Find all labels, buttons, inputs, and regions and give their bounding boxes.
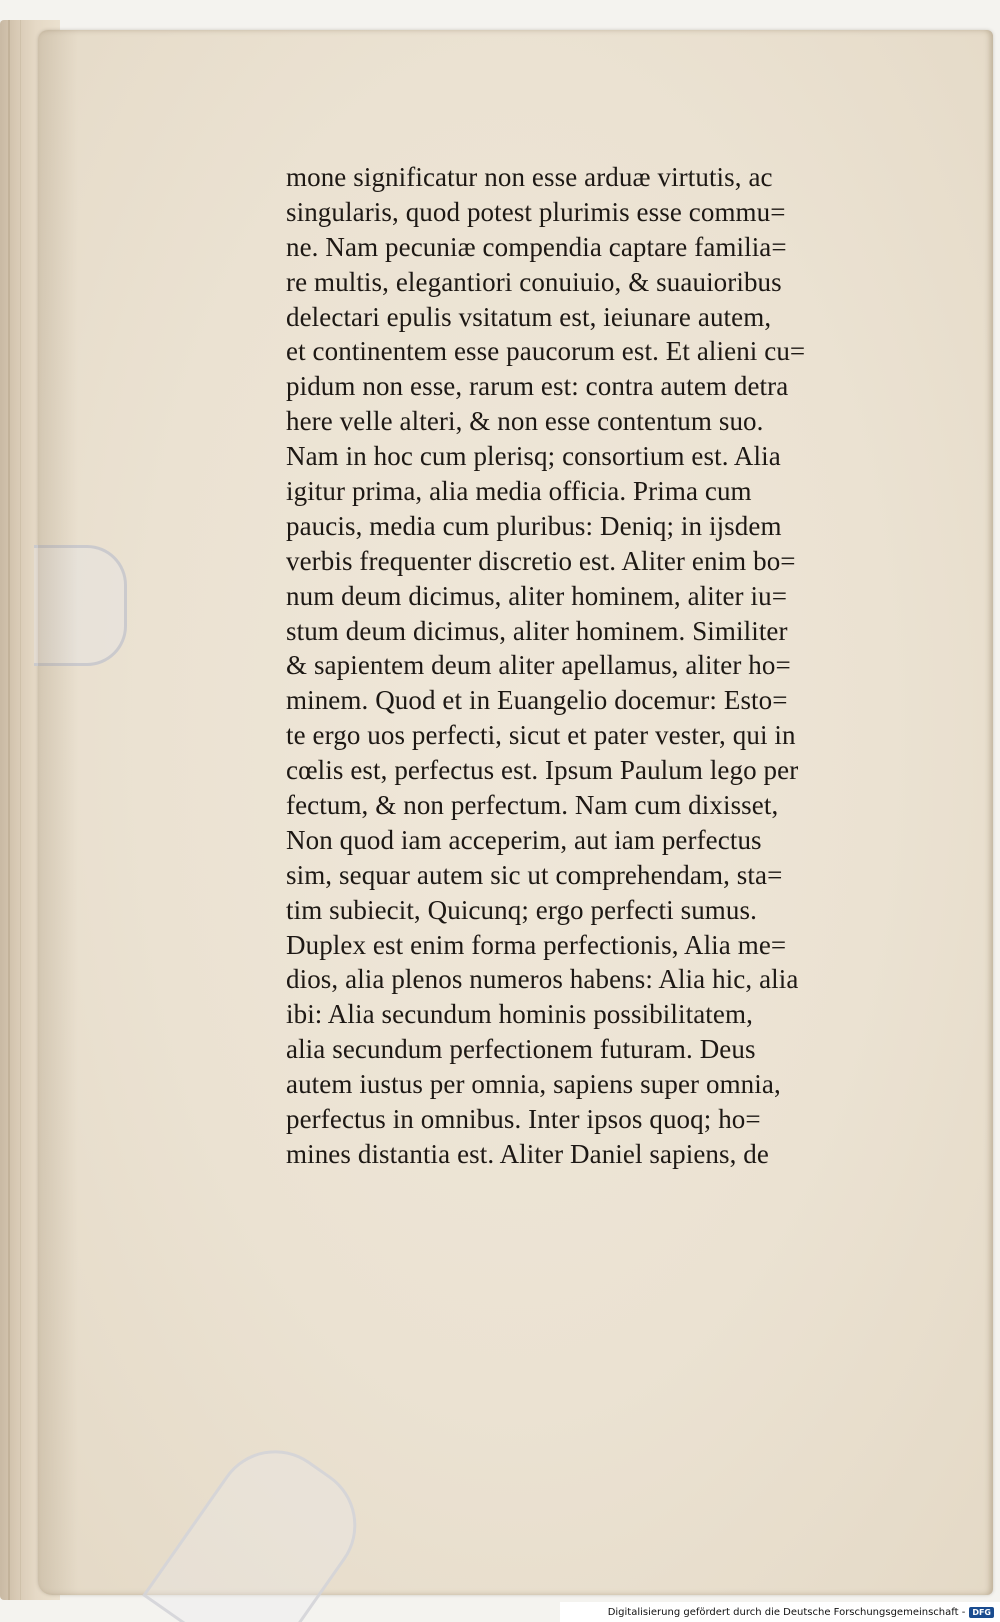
text-line: alia secundum perfectionem futuram. Deus — [286, 1034, 756, 1065]
page-text — [286, 160, 926, 1172]
text-line: fectum, & non perfectum. Nam cum dixisset, — [286, 790, 779, 821]
dfg-logo: DFG — [969, 1607, 994, 1618]
text-line: paucis, media cum pluribus: Deniq; in ijsdem — [286, 510, 782, 541]
text-line: pidum non esse, rarum est: contra autem detra — [286, 371, 789, 402]
text-line: mines distantia est. Aliter Daniel sapiens, de — [286, 1138, 769, 1169]
text-line: num deum dicimus, aliter hominem, aliter iu= — [286, 580, 788, 611]
text-line: cœlis est, perfectus est. Ipsum Paulum lego per — [286, 755, 799, 786]
text-line: here velle alteri, & non esse contentum suo. — [286, 406, 764, 437]
text-line: sim, sequar autem sic ut comprehendam, sta= — [286, 859, 783, 890]
text-line: singularis, quod potest plurimis esse commu= — [286, 196, 786, 227]
text-line: minem. Quod et in Euangelio docemur: Esto= — [286, 685, 788, 716]
text-line: et continentem esse paucorum est. Et alieni cu= — [286, 336, 806, 367]
digitization-footer — [560, 1602, 1000, 1622]
text-line: Non quod iam acceperim, aut iam perfectus — [286, 824, 762, 855]
text-line: dios, alia plenos numeros habens: Alia hic, alia — [286, 964, 799, 995]
text-line: tim subiecit, Quicunq; ergo perfecti sumus. — [286, 894, 757, 925]
text-line: mone significatur non esse arduæ virtutis, ac — [286, 162, 773, 192]
text-line: Nam in hoc cum plerisq; consortium est. Alia — [286, 441, 781, 472]
text-line: te ergo uos perfecti, sicut et pater vester, qui in — [286, 720, 796, 751]
text-line: ne. Nam pecuniæ compendia captare familia= — [286, 231, 787, 262]
book-clip — [34, 545, 127, 666]
footer-credit: Digitalisierung gefördert durch die Deutsche Forschungsgemeinschaft - — [607, 1606, 966, 1618]
text-line: stum deum dicimus, aliter hominem. Similiter — [286, 615, 788, 646]
text-line: perfectus in omnibus. Inter ipsos quoq; ho= — [286, 1104, 761, 1135]
text-line: Duplex est enim forma perfectionis, Alia me= — [286, 929, 787, 960]
text-line: igitur prima, alia media officia. Prima cum — [286, 476, 752, 507]
text-line: delectari epulis vsitatum est, ieiunare autem, — [286, 301, 772, 332]
text-line: autem iustus per omnia, sapiens super omnia, — [286, 1069, 781, 1100]
text-line: & sapientem deum aliter apellamus, aliter ho= — [286, 650, 791, 681]
text-line: verbis frequenter discretio est. Aliter enim bo= — [286, 545, 796, 576]
text-line: re multis, elegantiori conuiuio, & suauioribus — [286, 266, 782, 297]
book-clip-bottom — [142, 1427, 380, 1622]
text-line: ibi: Alia secundum hominis possibilitatem, — [286, 999, 753, 1030]
